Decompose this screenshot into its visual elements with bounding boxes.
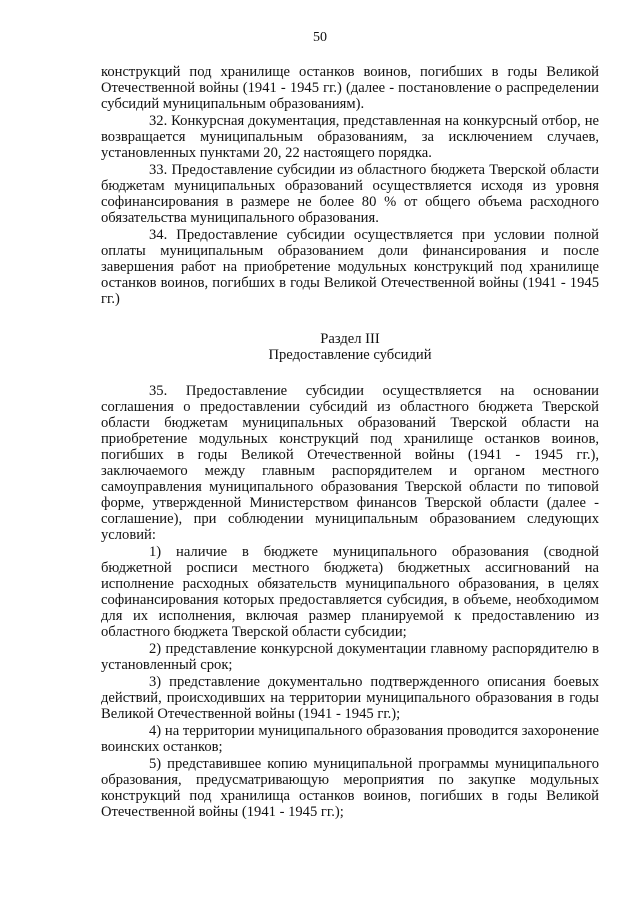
section-title: Раздел III bbox=[320, 331, 380, 347]
paragraph-condition-5: 5) представившее копию муниципальной программы муниципального образования, предусматривающую мероприятия по закупке модульных конструкций под хранилища останков воинов, погибших в годы Великой Отечественной войны (1941 - 1945 гг.); bbox=[101, 756, 599, 820]
paragraph-condition-2: 2) представление конкурсной документации главному распорядителю в установленный срок; bbox=[101, 641, 599, 673]
paragraph-item-32: 32. Конкурсная документация, представленная на конкурсный отбор, не возвращается муниципальным образованиям, за исключением случаев, установленных пунктами 20, 22 настоящего порядка. bbox=[101, 113, 599, 161]
paragraph-condition-4: 4) на территории муниципального образования проводится захоронение воинских останков; bbox=[101, 723, 599, 755]
paragraph-item-35: 35. Предоставление субсидии осуществляется на основании соглашения о предоставлении субсидий из областного бюджета Тверской области бюджетам муниципальных образований Тверской области на приобретение модульных конструкций под хранилище останков воинов, погибших в годы Великой Отечественной войны (1941 - 1945 гг.), заключаемого между главным распорядителем и органом местного самоуправления муниципального образования Тверской области по типовой форме, утвержденной Министерством финансов Тверской области (далее - соглашение), при соблюдении муниципальным образованием следующих условий: bbox=[101, 383, 599, 543]
paragraph-item-33: 33. Предоставление субсидии из областного бюджета Тверской области бюджетам муниципальных образований осуществляется исходя из уровня софинансирования в размере не более 80 % от общего объема расходного обязательства муниципального образования. bbox=[101, 162, 599, 226]
paragraph-condition-3: 3) представление документально подтвержденного описания боевых действий, происходивших на территории муниципального образования в годы Великой Отечественной войны (1941 - 1945 гг.); bbox=[101, 674, 599, 722]
paragraph-intro-continuation: конструкций под хранилище останков воинов, погибших в годы Великой Отечественной войны (1941 - 1945 гг.) (далее - постановление о распределении субсидий муниципальным образованиям). bbox=[101, 64, 599, 112]
page-number: 50 bbox=[313, 30, 327, 45]
document-body bbox=[101, 64, 599, 821]
paragraph-item-34: 34. Предоставление субсидии осуществляется при условии полной оплаты муниципальным образованием доли финансирования и после завершения работ на приобретение модульных конструкций под хранилище останков воинов, погибших в годы Великой Отечественной войны (1941 - 1945 гг.) bbox=[101, 227, 599, 307]
section-subtitle: Предоставление субсидий bbox=[268, 347, 432, 363]
paragraph-condition-1: 1) наличие в бюджете муниципального образования (сводной бюджетной росписи местного бюджета) бюджетных ассигнований на исполнение расходных обязательств муниципального образования, в целях софинансирования которых предоставляется субсидия, в объеме, необходимом для их исполнения, включая размер планируемой к предоставлению из областного бюджета Тверской области субсидии; bbox=[101, 544, 599, 640]
